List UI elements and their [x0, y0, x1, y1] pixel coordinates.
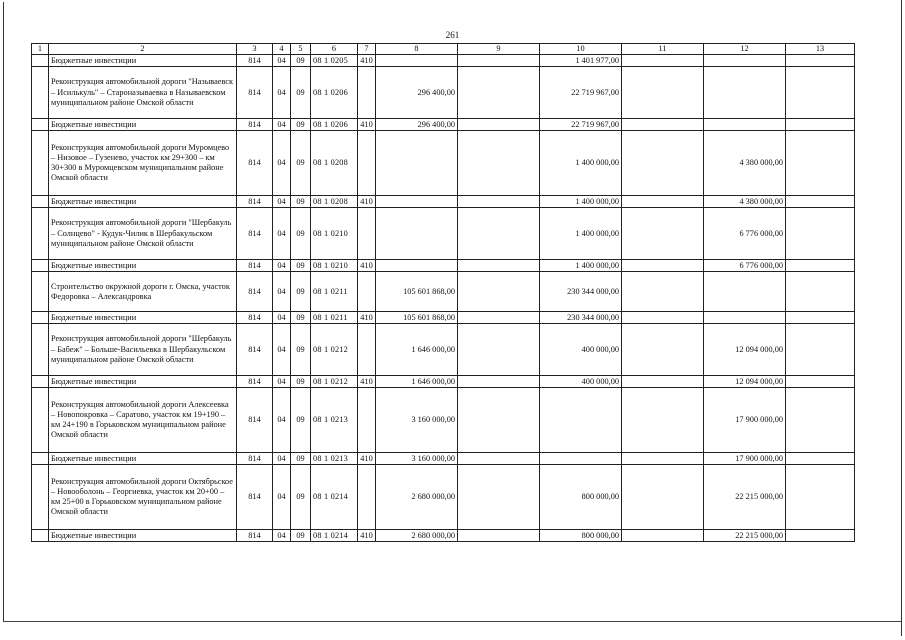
- table-row: [32, 67, 855, 119]
- column-header: 7: [358, 44, 376, 55]
- table-row: [32, 131, 855, 196]
- subsection-code-cell: 09: [291, 55, 311, 67]
- target-article-cell: 08 1 0206: [311, 119, 358, 131]
- ministry-code-cell: 814: [237, 67, 273, 119]
- section-code-cell: 04: [273, 55, 291, 67]
- table-row: [32, 453, 855, 465]
- ministry-code-cell: 814: [237, 260, 273, 272]
- target-article-cell: 08 1 0210: [311, 260, 358, 272]
- amount-cell: 1 400 000,00: [540, 196, 622, 208]
- column-header: 11: [622, 44, 704, 55]
- amount-cell: 800 000,00: [540, 465, 622, 530]
- column-header: 4: [273, 44, 291, 55]
- row-name-cell: Реконструкция автомобильной дороги "Шербакуль – Бабеж" – Больше-Васильевка в Шербакульском муниципальном районе Омской области: [49, 324, 237, 376]
- ministry-code-cell: 814: [237, 312, 273, 324]
- section-code-cell: 04: [273, 260, 291, 272]
- row-name-cell: Бюджетные инвестиции: [49, 453, 237, 465]
- subsection-code-cell: 09: [291, 67, 311, 119]
- amount-cell: [458, 272, 540, 312]
- amount-cell: [786, 196, 855, 208]
- amount-cell: 400 000,00: [540, 376, 622, 388]
- row-number-cell: [32, 272, 49, 312]
- amount-cell: 17 900 000,00: [704, 388, 786, 453]
- amount-cell: [704, 272, 786, 312]
- column-header: 2: [49, 44, 237, 55]
- ministry-code-cell: 814: [237, 388, 273, 453]
- target-article-cell: 08 1 0213: [311, 388, 358, 453]
- ministry-code-cell: 814: [237, 208, 273, 260]
- amount-cell: [786, 131, 855, 196]
- expense-type-cell: 410: [358, 260, 376, 272]
- column-header: 12: [704, 44, 786, 55]
- amount-cell: [458, 131, 540, 196]
- row-number-cell: [32, 55, 49, 67]
- section-code-cell: 04: [273, 119, 291, 131]
- target-article-cell: 08 1 0212: [311, 376, 358, 388]
- amount-cell: 22 719 967,00: [540, 119, 622, 131]
- row-name-cell: Бюджетные инвестиции: [49, 376, 237, 388]
- row-number-cell: [32, 453, 49, 465]
- amount-cell: [540, 453, 622, 465]
- subsection-code-cell: 09: [291, 196, 311, 208]
- section-code-cell: 04: [273, 324, 291, 376]
- target-article-cell: 08 1 0205: [311, 55, 358, 67]
- table-row: [32, 260, 855, 272]
- expense-type-cell: 410: [358, 55, 376, 67]
- amount-cell: [376, 55, 458, 67]
- amount-cell: [622, 196, 704, 208]
- amount-cell: [786, 312, 855, 324]
- amount-cell: [458, 119, 540, 131]
- amount-cell: 296 400,00: [376, 119, 458, 131]
- amount-cell: 2 680 000,00: [376, 465, 458, 530]
- table-row: [32, 530, 855, 542]
- column-number-header-row: [32, 44, 855, 55]
- amount-cell: 230 344 000,00: [540, 272, 622, 312]
- scan-frame-bottom-edge: [3, 621, 901, 622]
- expense-type-cell: 410: [358, 119, 376, 131]
- amount-cell: [458, 260, 540, 272]
- table-row: [32, 388, 855, 453]
- amount-cell: [786, 530, 855, 542]
- amount-cell: [786, 376, 855, 388]
- amount-cell: [376, 208, 458, 260]
- row-name-cell: Бюджетные инвестиции: [49, 530, 237, 542]
- amount-cell: 4 380 000,00: [704, 196, 786, 208]
- table-row: [32, 465, 855, 530]
- amount-cell: 800 000,00: [540, 530, 622, 542]
- row-number-cell: [32, 131, 49, 196]
- section-code-cell: 04: [273, 465, 291, 530]
- amount-cell: [458, 324, 540, 376]
- amount-cell: 105 601 868,00: [376, 312, 458, 324]
- amount-cell: [622, 376, 704, 388]
- table-row: [32, 272, 855, 312]
- expense-type-cell: [358, 324, 376, 376]
- row-number-cell: [32, 376, 49, 388]
- table-row: [32, 376, 855, 388]
- ministry-code-cell: 814: [237, 119, 273, 131]
- ministry-code-cell: 814: [237, 131, 273, 196]
- amount-cell: [704, 67, 786, 119]
- ministry-code-cell: 814: [237, 272, 273, 312]
- expense-type-cell: [358, 388, 376, 453]
- amount-cell: [704, 119, 786, 131]
- expense-type-cell: 410: [358, 312, 376, 324]
- row-number-cell: [32, 388, 49, 453]
- budget-table: [31, 43, 855, 542]
- amount-cell: 3 160 000,00: [376, 388, 458, 453]
- column-header: 10: [540, 44, 622, 55]
- amount-cell: [622, 312, 704, 324]
- section-code-cell: 04: [273, 208, 291, 260]
- section-code-cell: 04: [273, 67, 291, 119]
- column-header: 5: [291, 44, 311, 55]
- amount-cell: [622, 67, 704, 119]
- expense-type-cell: [358, 465, 376, 530]
- section-code-cell: 04: [273, 530, 291, 542]
- ministry-code-cell: 814: [237, 453, 273, 465]
- row-number-cell: [32, 324, 49, 376]
- table-row: [32, 312, 855, 324]
- column-header: 13: [786, 44, 855, 55]
- amount-cell: [622, 324, 704, 376]
- subsection-code-cell: 09: [291, 119, 311, 131]
- target-article-cell: 08 1 0211: [311, 312, 358, 324]
- subsection-code-cell: 09: [291, 324, 311, 376]
- section-code-cell: 04: [273, 131, 291, 196]
- amount-cell: [622, 131, 704, 196]
- amount-cell: [786, 55, 855, 67]
- amount-cell: 1 401 977,00: [540, 55, 622, 67]
- amount-cell: [376, 260, 458, 272]
- row-number-cell: [32, 119, 49, 131]
- column-header: 1: [32, 44, 49, 55]
- row-name-cell: Реконструкция автомобильной дороги Муромцево – Низовое – Гузенево, участок км 29+300 – км 30+300 в Муромцевском муниципальном районе Омской области: [49, 131, 237, 196]
- ministry-code-cell: 814: [237, 55, 273, 67]
- amount-cell: 1 400 000,00: [540, 131, 622, 196]
- row-name-cell: Реконструкция автомобильной дороги "Шербакуль – Солнцево" - Кудук-Чилик в Шербакульском муниципальном районе Омской области: [49, 208, 237, 260]
- amount-cell: [458, 388, 540, 453]
- subsection-code-cell: 09: [291, 131, 311, 196]
- amount-cell: 4 380 000,00: [704, 131, 786, 196]
- amount-cell: [622, 465, 704, 530]
- subsection-code-cell: 09: [291, 312, 311, 324]
- row-name-cell: Бюджетные инвестиции: [49, 260, 237, 272]
- section-code-cell: 04: [273, 388, 291, 453]
- subsection-code-cell: 09: [291, 388, 311, 453]
- amount-cell: [458, 312, 540, 324]
- amount-cell: [786, 208, 855, 260]
- amount-cell: [458, 376, 540, 388]
- amount-cell: 22 719 967,00: [540, 67, 622, 119]
- amount-cell: 1 400 000,00: [540, 208, 622, 260]
- expense-type-cell: [358, 208, 376, 260]
- amount-cell: 230 344 000,00: [540, 312, 622, 324]
- row-number-cell: [32, 67, 49, 119]
- row-name-cell: Бюджетные инвестиции: [49, 119, 237, 131]
- ministry-code-cell: 814: [237, 196, 273, 208]
- column-header: 6: [311, 44, 358, 55]
- expense-type-cell: [358, 272, 376, 312]
- section-code-cell: 04: [273, 453, 291, 465]
- amount-cell: [786, 453, 855, 465]
- column-header: 9: [458, 44, 540, 55]
- section-code-cell: 04: [273, 196, 291, 208]
- table-row: [32, 208, 855, 260]
- amount-cell: [786, 272, 855, 312]
- amount-cell: [458, 67, 540, 119]
- amount-cell: 105 601 868,00: [376, 272, 458, 312]
- amount-cell: [458, 196, 540, 208]
- subsection-code-cell: 09: [291, 208, 311, 260]
- amount-cell: 1 646 000,00: [376, 376, 458, 388]
- scan-frame-left-edge: [3, 2, 4, 622]
- row-name-cell: Строительство окружной дороги г. Омска, участок Федоровка – Александровка: [49, 272, 237, 312]
- column-header: 8: [376, 44, 458, 55]
- subsection-code-cell: 09: [291, 453, 311, 465]
- amount-cell: 400 000,00: [540, 324, 622, 376]
- amount-cell: [458, 530, 540, 542]
- row-name-cell: Бюджетные инвестиции: [49, 196, 237, 208]
- table-row: [32, 324, 855, 376]
- column-header: 3: [237, 44, 273, 55]
- amount-cell: [704, 55, 786, 67]
- amount-cell: 22 215 000,00: [704, 530, 786, 542]
- amount-cell: [786, 67, 855, 119]
- ministry-code-cell: 814: [237, 376, 273, 388]
- row-number-cell: [32, 196, 49, 208]
- row-number-cell: [32, 312, 49, 324]
- amount-cell: 296 400,00: [376, 67, 458, 119]
- amount-cell: 1 400 000,00: [540, 260, 622, 272]
- amount-cell: [540, 388, 622, 453]
- scan-frame-right-edge: [901, 0, 902, 636]
- row-number-cell: [32, 260, 49, 272]
- row-name-cell: Бюджетные инвестиции: [49, 312, 237, 324]
- row-name-cell: Реконструкция автомобильной дороги Октябрьское – Новооболонь – Георгиевка, участок км 20+00 – км 25+00 в Горьковском муниципальном районе Омской области: [49, 465, 237, 530]
- row-name-cell: Реконструкция автомобильной дороги "Называевск – Исилькуль" – Староназываевка в Называевском муниципальном районе Омской области: [49, 67, 237, 119]
- row-number-cell: [32, 530, 49, 542]
- amount-cell: 1 646 000,00: [376, 324, 458, 376]
- section-code-cell: 04: [273, 312, 291, 324]
- amount-cell: [622, 55, 704, 67]
- subsection-code-cell: 09: [291, 376, 311, 388]
- row-number-cell: [32, 208, 49, 260]
- amount-cell: [622, 208, 704, 260]
- table-row: [32, 119, 855, 131]
- amount-cell: [458, 208, 540, 260]
- expense-type-cell: 410: [358, 196, 376, 208]
- amount-cell: [458, 465, 540, 530]
- amount-cell: [704, 312, 786, 324]
- amount-cell: [458, 453, 540, 465]
- amount-cell: [458, 55, 540, 67]
- ministry-code-cell: 814: [237, 465, 273, 530]
- amount-cell: 3 160 000,00: [376, 453, 458, 465]
- amount-cell: [622, 272, 704, 312]
- expense-type-cell: 410: [358, 530, 376, 542]
- target-article-cell: 08 1 0213: [311, 453, 358, 465]
- ministry-code-cell: 814: [237, 324, 273, 376]
- expense-type-cell: [358, 131, 376, 196]
- subsection-code-cell: 09: [291, 530, 311, 542]
- amount-cell: [376, 131, 458, 196]
- amount-cell: [786, 119, 855, 131]
- subsection-code-cell: 09: [291, 465, 311, 530]
- amount-cell: [622, 260, 704, 272]
- row-name-cell: Реконструкция автомобильной дороги Алексеевка – Новопокровка – Саратово, участок км 19+190 – км 24+190 в Горьковском муниципальном районе Омской области: [49, 388, 237, 453]
- amount-cell: 22 215 000,00: [704, 465, 786, 530]
- amount-cell: 2 680 000,00: [376, 530, 458, 542]
- ministry-code-cell: 814: [237, 530, 273, 542]
- subsection-code-cell: 09: [291, 260, 311, 272]
- amount-cell: 12 094 000,00: [704, 324, 786, 376]
- expense-type-cell: 410: [358, 453, 376, 465]
- table-row: [32, 196, 855, 208]
- amount-cell: [376, 196, 458, 208]
- subsection-code-cell: 09: [291, 272, 311, 312]
- row-number-cell: [32, 465, 49, 530]
- target-article-cell: 08 1 0214: [311, 465, 358, 530]
- table-row: [32, 55, 855, 67]
- target-article-cell: 08 1 0211: [311, 272, 358, 312]
- target-article-cell: 08 1 0208: [311, 131, 358, 196]
- amount-cell: 12 094 000,00: [704, 376, 786, 388]
- target-article-cell: 08 1 0208: [311, 196, 358, 208]
- target-article-cell: 08 1 0212: [311, 324, 358, 376]
- amount-cell: [622, 388, 704, 453]
- target-article-cell: 08 1 0210: [311, 208, 358, 260]
- target-article-cell: 08 1 0206: [311, 67, 358, 119]
- page-number: 261: [445, 30, 460, 40]
- amount-cell: 6 776 000,00: [704, 260, 786, 272]
- amount-cell: [622, 530, 704, 542]
- amount-cell: 6 776 000,00: [704, 208, 786, 260]
- amount-cell: [786, 324, 855, 376]
- amount-cell: 17 900 000,00: [704, 453, 786, 465]
- row-name-cell: Бюджетные инвестиции: [49, 55, 237, 67]
- amount-cell: [622, 119, 704, 131]
- amount-cell: [786, 260, 855, 272]
- section-code-cell: 04: [273, 272, 291, 312]
- section-code-cell: 04: [273, 376, 291, 388]
- amount-cell: [786, 465, 855, 530]
- amount-cell: [786, 388, 855, 453]
- target-article-cell: 08 1 0214: [311, 530, 358, 542]
- expense-type-cell: [358, 67, 376, 119]
- amount-cell: [622, 453, 704, 465]
- expense-type-cell: 410: [358, 376, 376, 388]
